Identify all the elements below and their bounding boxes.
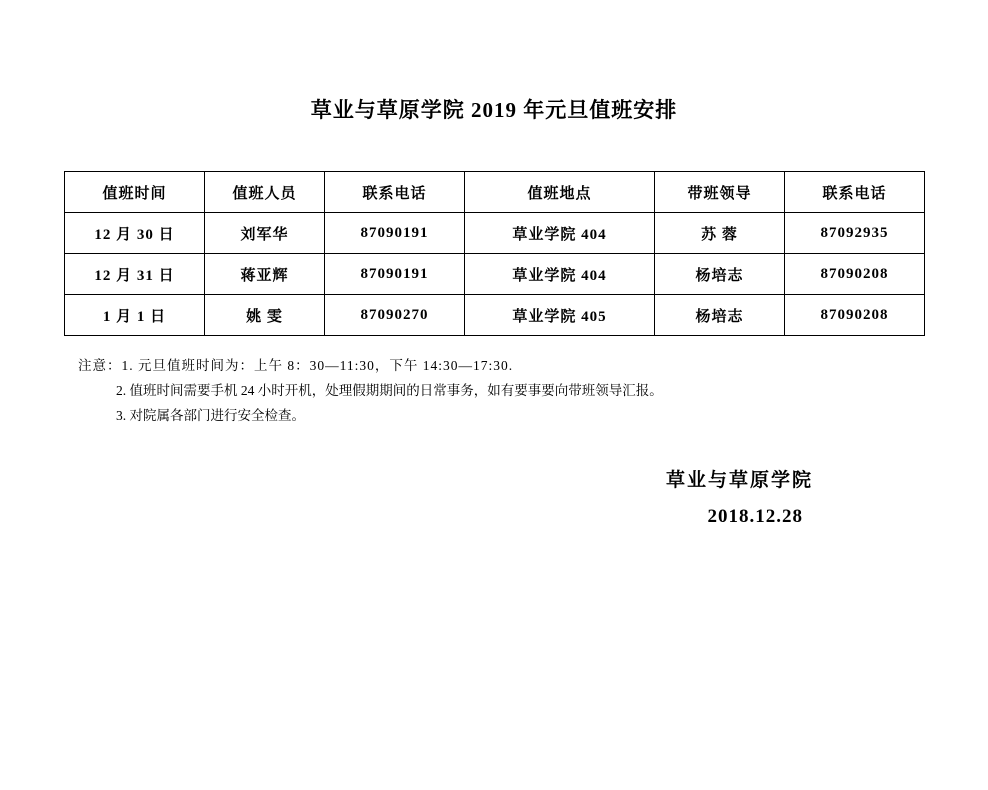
- note-line-3: 3. 对院属各部门进行安全检查。: [116, 408, 305, 424]
- signature-organization: 草业与草原学院: [665, 470, 813, 492]
- document-page: [0, 98, 988, 790]
- signature-date: 2018.12.28: [707, 506, 803, 528]
- cell-duty-person: 刘军华: [205, 213, 325, 254]
- cell-duty-location: 草业学院 404: [465, 213, 655, 254]
- cell-leader-phone: 87092935: [785, 213, 925, 254]
- cell-contact-phone: 87090270: [325, 295, 465, 336]
- column-header-leader-phone: 联系电话: [785, 172, 925, 213]
- note-line-2: 2. 值班时间需要手机 24 小时开机，处理假期期间的日常事务，如有要事要向带班领导汇报。: [116, 383, 663, 399]
- cell-leader-phone: 87090208: [785, 254, 925, 295]
- duty-table-container: [64, 171, 924, 336]
- cell-duty-location: 草业学院 405: [465, 295, 655, 336]
- table-row: [65, 254, 925, 295]
- column-header-duty-person: 值班人员: [205, 172, 325, 213]
- column-header-duty-time: 值班时间: [65, 172, 205, 213]
- cell-duty-time: 12 月 30 日: [65, 213, 205, 254]
- column-header-contact-phone: 联系电话: [325, 172, 465, 213]
- table-row: [65, 213, 925, 254]
- notes-block: [78, 354, 988, 429]
- cell-contact-phone: 87090191: [325, 254, 465, 295]
- table-header-row: [65, 172, 925, 213]
- column-header-duty-location: 值班地点: [465, 172, 655, 213]
- note-line-1: 注意：1. 元旦值班时间为：上午 8：30—11:30，下午 14:30—17:30.: [78, 358, 514, 374]
- column-header-leader: 带班领导: [655, 172, 785, 213]
- cell-leader: 苏 蓉: [655, 213, 785, 254]
- table-row: [65, 295, 925, 336]
- cell-duty-person: 姚 雯: [205, 295, 325, 336]
- cell-contact-phone: 87090191: [325, 213, 465, 254]
- cell-duty-person: 蒋亚辉: [205, 254, 325, 295]
- cell-duty-time: 12 月 31 日: [65, 254, 205, 295]
- cell-leader: 杨培志: [655, 295, 785, 336]
- cell-leader-phone: 87090208: [785, 295, 925, 336]
- cell-duty-location: 草业学院 404: [465, 254, 655, 295]
- cell-leader: 杨培志: [655, 254, 785, 295]
- page-title: 草业与草原学院 2019 年元旦值班安排: [310, 98, 678, 122]
- duty-schedule-table: [64, 171, 925, 336]
- cell-duty-time: 1 月 1 日: [65, 295, 205, 336]
